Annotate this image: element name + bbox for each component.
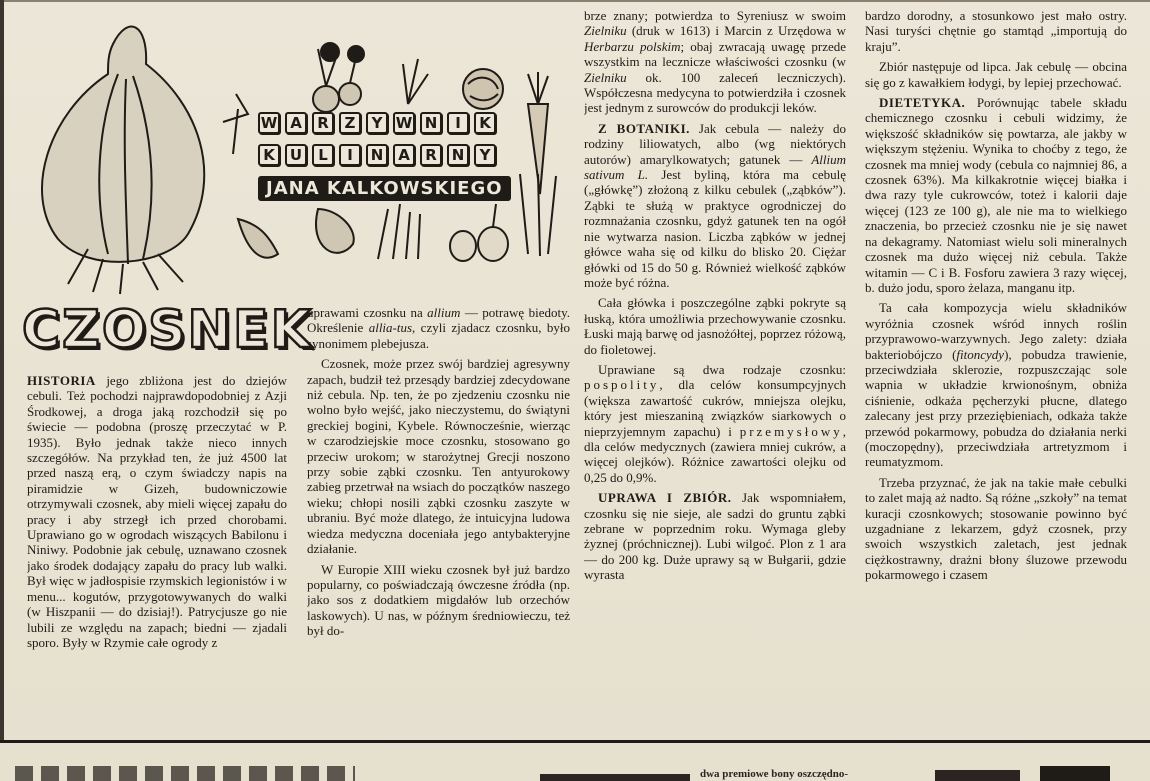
paragraph: uprawami czosnku na allium — potrawę biedoty. Określenie allia-tus, czyli zjadacz czosnku, było synonimem plebejusza. xyxy=(307,305,570,351)
text-column-4 xyxy=(865,8,1127,729)
mast-letter: Y xyxy=(366,112,388,134)
mast-letter: N xyxy=(447,144,469,166)
paragraph: Zbiór następuje od lipca. Jak cebulę — obcina się go z kawałkiem łodygi, by lepiej przechować. xyxy=(865,59,1127,90)
paragraph: bardzo dorodny, a stosunkowo jest mało ostry. Nasi turyści chętnie go stamtąd „importują do kraju”. xyxy=(865,8,1127,54)
cabbage-drawing xyxy=(463,69,503,109)
paragraph: Trzeba przyznać, że jak na takie małe cebulki to zalet mają aż nadto. Są różne „szkoły” na temat kuracji czosnkowych; stosowanie powinno być uzgadniane z lekarzem, gdyż czosnek, przy swoich wszystkich zaletach, jest jednak ciężkostrawny, drażni błony śluzowe przewodu pokarmowego i czasem xyxy=(865,474,1127,583)
text-column-2 xyxy=(307,305,570,729)
mast-letter: N xyxy=(420,112,442,134)
mast-letter: L xyxy=(312,144,334,166)
mast-letter: N xyxy=(366,144,388,166)
paragraph: HISTORIA jego zbliżona jest do dziejów cebuli. Też pochodzi najprawdopodobniej z Azji Środkowej, a droga jaką rozchodził się po świecie — podobna (proszę przeczytać w P. 1935). Było jednak także nieco innych szczegółów. Na przykład ten, że już 4500 lat przed naszą erą, o czym świadczy napis na piramidzie w Gizeh, budowniczowie otrzymywali czosnek, aby mieli więcej zapału do pracy i aby strzegł ich przed chorobami. Uprawiano go w ogrodach wiszących Babilonu i Niniwy. Podobnie jak cebulę, uznawano czosnek jako środek dodający zapału do pracy lub walki. Był więc w jadłospisie rzymskich legionistów i w menu... kogutów, przygotowywanych do walki (w Hiszpanii — do dzisiaj!). Patrycjusze go nie lubili ze względu na zapach; biedni — zjadali sporo. Były w Rzymie całe ogrody z xyxy=(27,373,287,650)
masthead-author: JANA KALKOWSKIEGO xyxy=(258,176,511,201)
mast-letter: K xyxy=(258,144,280,166)
mast-letter: W xyxy=(258,112,280,134)
mast-letter: I xyxy=(339,144,361,166)
mast-letter: I xyxy=(447,112,469,134)
onion-drawing xyxy=(450,204,508,261)
paragraph: Cała główka i poszczególne ząbki pokryte są łuską, która umożliwia przechowywanie czosnku. Łuski mają barwę od jasnożółtej, poprzez różową, do fioletowej. xyxy=(584,295,846,357)
mast-letter: R xyxy=(312,112,334,134)
paragraph: Uprawiane są dwa rodzaje czosnku: pospolity, dla celów konsumpcyjnych (większa zawartość cukrów, mniejsza olejku, który jest mieszaniną związków siarkowych o nieprzyjemnym zapachu) i przemysłowy, dla celów medycznych (zawiera mniej cukrów, a więcej olejków). Różnice zawartości olejku od 0,25 do 0,9%. xyxy=(584,361,846,485)
next-article-snippet: dwa premiowe bony oszczędno- xyxy=(700,768,848,780)
next-article-heading-fragment xyxy=(15,766,355,781)
mast-letter: U xyxy=(285,144,307,166)
mast-letter: Y xyxy=(474,144,496,166)
top-rule xyxy=(0,0,1150,2)
masthead-line-2 xyxy=(258,144,526,166)
text-column-1 xyxy=(27,373,287,729)
mast-letter: K xyxy=(474,112,496,134)
paragraph: UPRAWA I ZBIÓR. Jak wspomniałem, czosnku się nie sieje, ale sadzi do gruntu ząbki zebrane w poprzednim roku. Wymaga gleby żyznej (próchnicznej). Lubi wilgoć. Plon z 1 ara — do 200 kg. Duże uprawy są w Bułgarii, gdzie wyrasta xyxy=(584,490,846,583)
paragraph: Ta cała kompozycja wielu składników wyróżnia czosnek wśród innych roślin przyprawowo-warzywnych. Jego zalety: działa bakteriobójczo (fitoncydy), pobudza trawienie, przeciwdziała sklerozie, rozpuszczając sole wapnia w układzie krwionośnym, obniża ciśnienie, odkaża pęcherzyki płucne, dlatego zalecany jest przy przeziębieniach, odkaża także przewód pokarmowy, pobudza do działania nerki (moczopędny), przeciwdziała artretyzmom i reumatyzmom. xyxy=(865,300,1127,470)
paragraph: DIETETYKA. Porównując tabele składu chemicznego czosnku i cebuli widzimy, że większość składników się powtarza, ale jakby w większym stężeniu. Wynika to choćby z tego, że czosnek ma mniej wody (cebula co najmniej 86, a czosnek 63%). Ma kilkakrotnie więcej białka i dwa razy tyle cukrowców, toteż i kalorii daje więcej (123 ze 100 g), ale nie ma to wielkiego znaczenia, bo przecież czosnku nie je się nawet na dekagramy. Natomiast wielu soli mineralnych czosnek ma dużo więcej niż cebula. Także witamin — C i B. Fosforu zawiera 3 razy więcej, b. dużo jodu, sporo żelaza, manganu itp. xyxy=(865,95,1127,295)
masthead-line-1 xyxy=(258,112,526,134)
garlic-bulb-drawing xyxy=(42,27,204,294)
text-column-3 xyxy=(584,8,846,729)
mast-letter: Z xyxy=(339,112,361,134)
paragraph: Z BOTANIKI. Jak cebula — należy do rodziny liliowatych, albo (wg niektórych autorów) amarylkowatych; gatunek — Allium sativum L. Jest byliną, która ma cebulę („główkę”) złożoną z kilku cebulek („ząbków”). Ząbki te służą w praktyce ogrodniczej do rozmnażania czosnku, gdyż gatunek ten na ogół nie wytwarza nasion. Liczba ząbków w jednej główce waha się od kilku do blisko 20. Ciężar główki od 15 do 50 g. Również wielkość ząbków może być różna. xyxy=(584,120,846,290)
paragraph: brze znany; potwierdza to Syreniusz w swoim Zielniku (druk w 1613) i Marcin z Urzędowa w Herbarzu polskim; obaj zwracają uwagę przede wszystkim na lecznicze właściwości czosnku (w Zielniku ok. 100 zaleceń leczniczych). Współczesna medycyna to potwierdziła i czosnek jest jednym z surowców do produkcji leków. xyxy=(584,8,846,116)
mast-letter: R xyxy=(420,144,442,166)
mast-letter: A xyxy=(285,112,307,134)
paragraph: W Europie XIII wieku czosnek był już bardzo popularny, co poświadczają ówczesne źródła (np. jako sos z dodatkiem migdałów lub orzechów laskowych). U nas, w późnym średniowieczu, też był do- xyxy=(307,561,570,639)
mast-letter: A xyxy=(393,144,415,166)
next-article-bar-2 xyxy=(935,770,1020,781)
next-article-logo-block xyxy=(1040,766,1110,781)
left-frame-rule xyxy=(0,0,4,740)
article-title: CZOSNEK xyxy=(22,300,313,360)
radish-drawing xyxy=(313,43,364,112)
paragraph: Czosnek, może przez swój bardziej agresywny zapach, budził też przesądy bardziej zdecydowane niż cebula. Np. ten, że po zjedzeniu czosnku nie wolno było wejść, jako nieczystemu, do świątyni greckiej bogini, Kybele. Równocześnie, wierząc w czarodziejskie moce czosnku, stosowano go przeciw urokom; w starożytnej Grecji noszono przy sobie ząbki czosnku. Ten antyurokowy zabieg przetrwał na wsiach do początków naszego wieku; chłopi nosili ząbki czosnku zaszyte w ubraniu. Być może dlatego, że intuicyjna ludowa wiedza medyczna doceniała jego antybakteryjne działanie. xyxy=(307,356,570,557)
next-article-bar xyxy=(540,774,690,781)
bottom-rule xyxy=(0,740,1150,743)
column-masthead xyxy=(258,112,526,201)
mast-letter: W xyxy=(393,112,415,134)
